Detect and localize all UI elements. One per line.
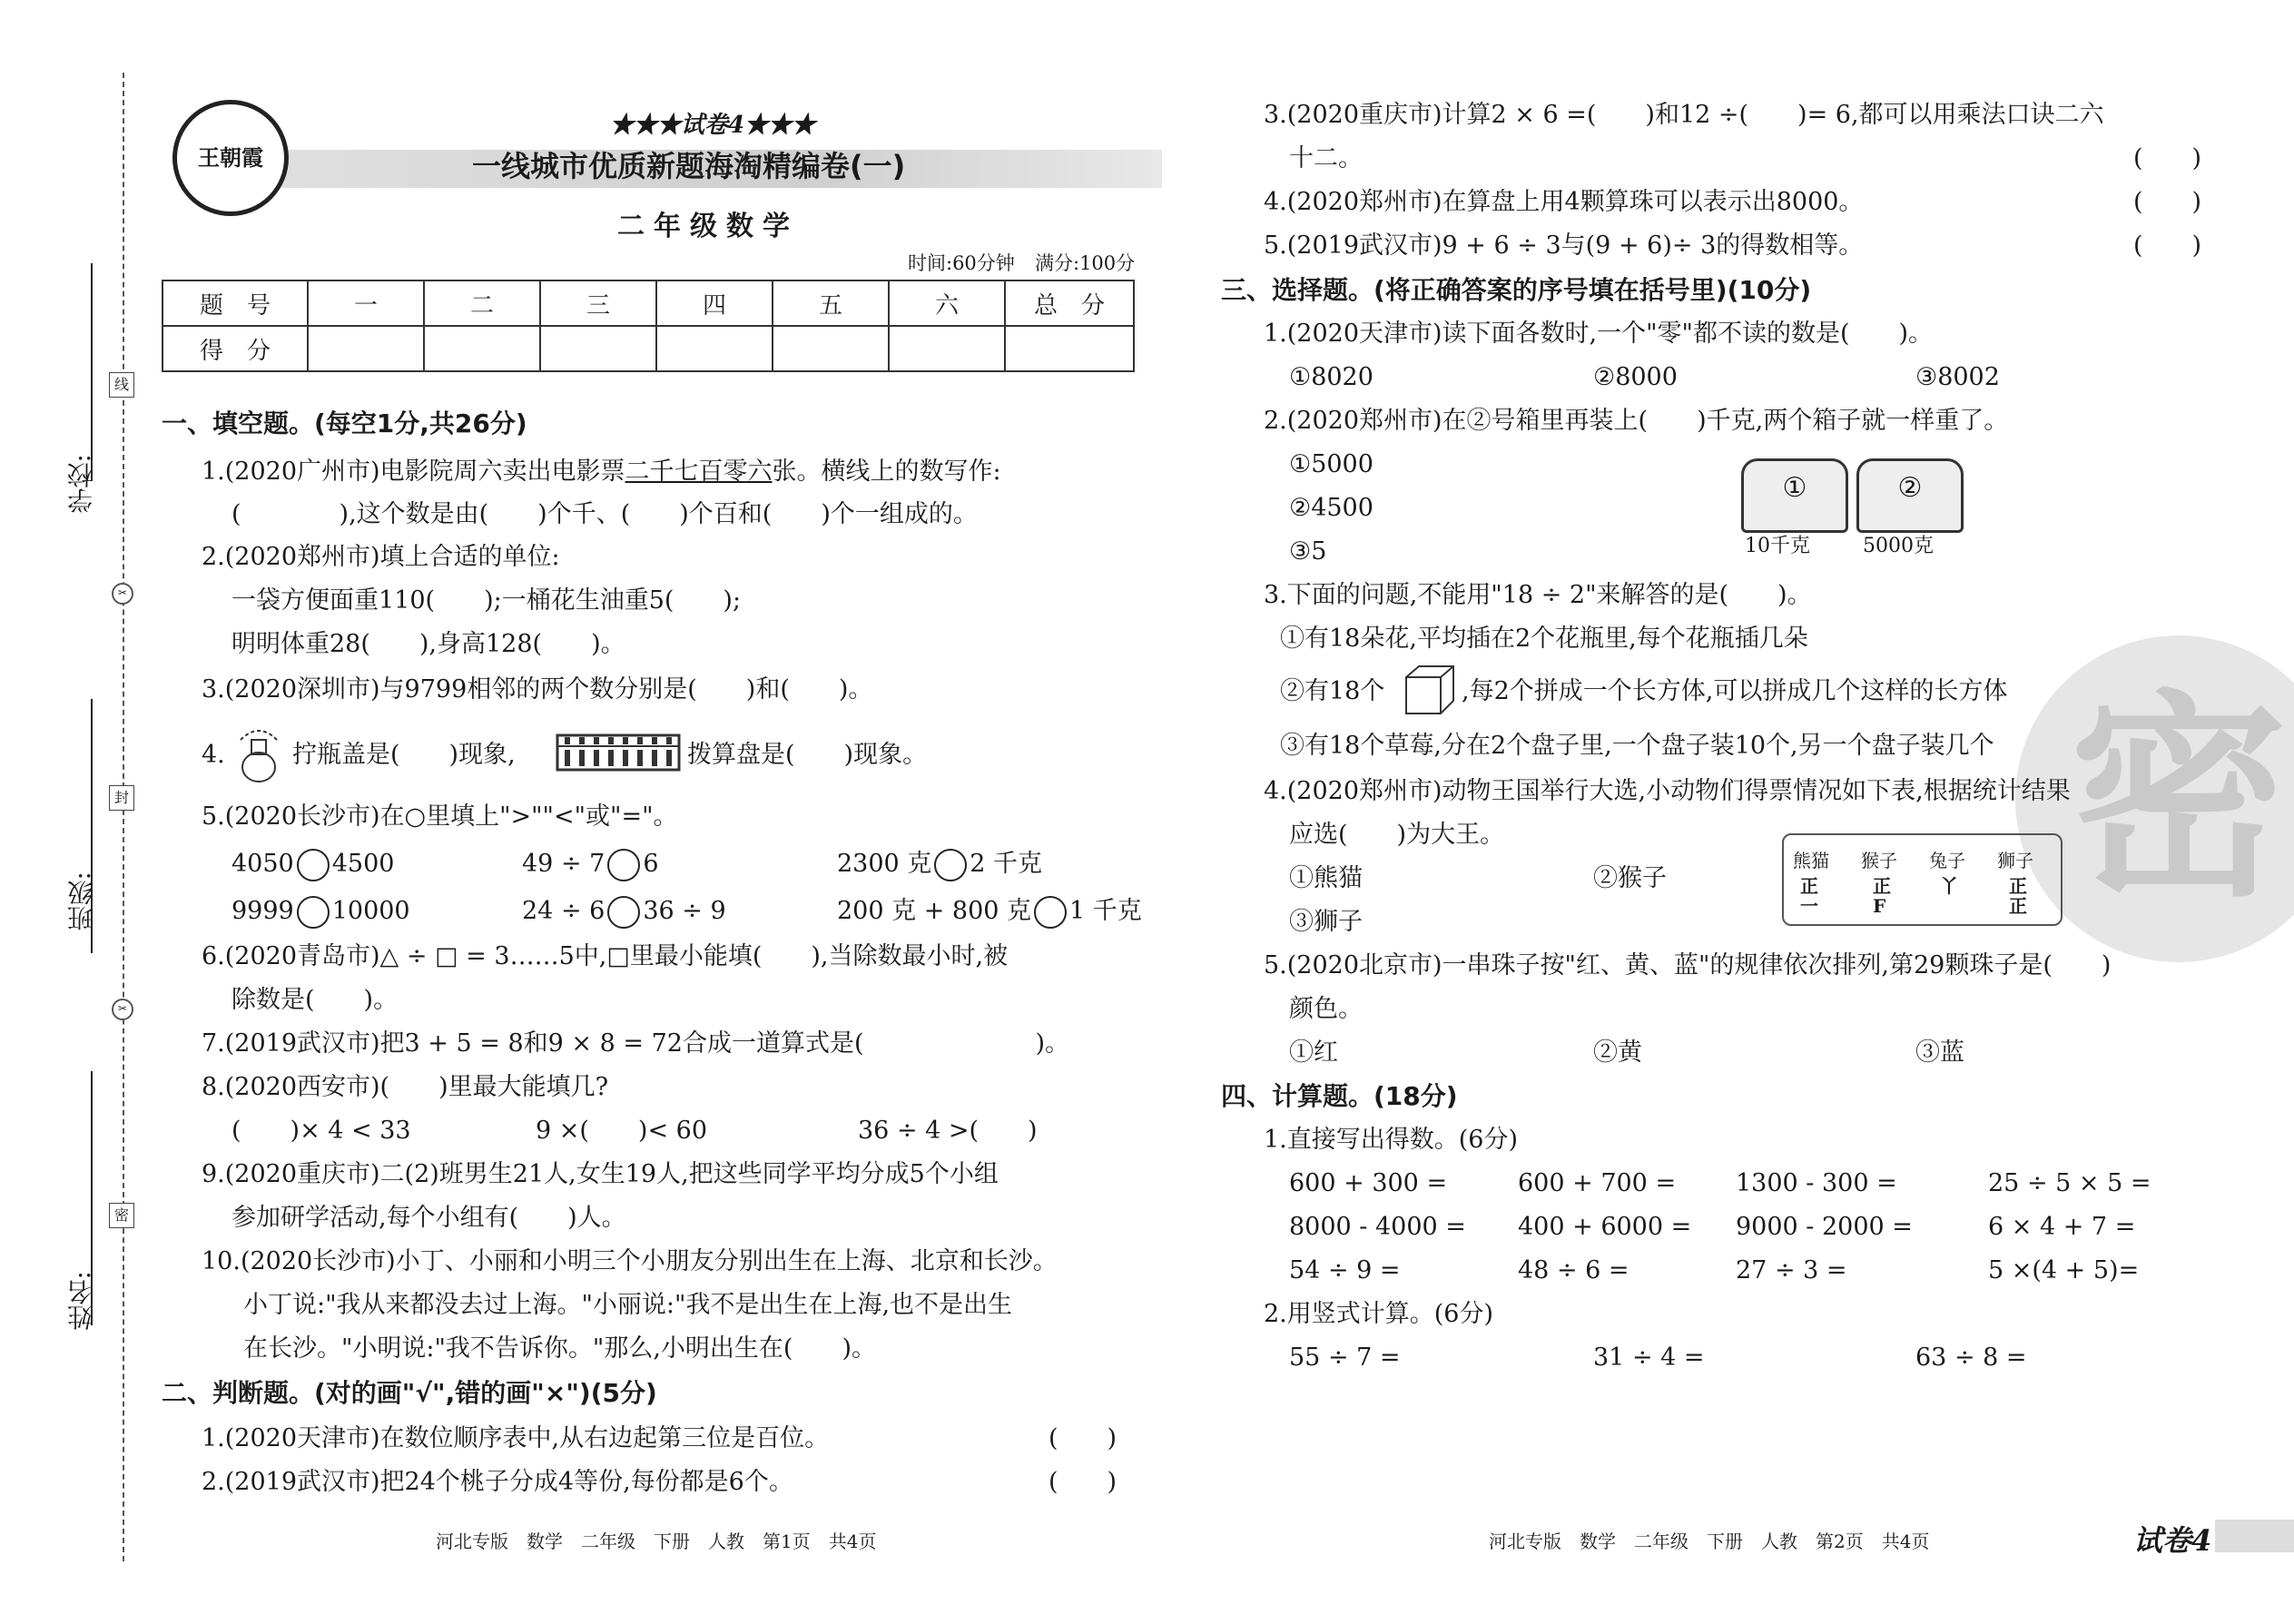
school-fill-line — [91, 263, 93, 481]
vote-tally: 正 — [2009, 895, 2027, 917]
paper-tag: ★★★试卷4★★★ — [610, 112, 816, 139]
q3-2-option[interactable]: ②4500 — [1289, 494, 1373, 522]
calc-item: 31 ÷ 4 = — [1593, 1343, 1705, 1372]
q1-2-line1: 2.(2020郑州市)填上合适的单位: — [202, 543, 560, 571]
score-input-cell[interactable] — [540, 326, 656, 371]
q1-5-item: 2300 克 2 千克 — [837, 846, 1042, 882]
answer-blank[interactable]: ( ) — [1049, 1468, 1117, 1496]
score-info: 满分:100分 — [1035, 252, 1136, 274]
calc-item: 27 ÷ 3 = — [1736, 1256, 1847, 1284]
score-input-cell[interactable] — [889, 326, 1005, 371]
score-row-label: 得 分 — [162, 326, 308, 371]
compare-circle[interactable] — [1034, 896, 1067, 929]
q1-10-line3: 在长沙。"小明说:"我不告诉你。"那么,小明出生在( )。 — [243, 1334, 877, 1363]
q1-8-b: 9 ×( )< 60 — [536, 1117, 708, 1145]
paper-number: 试卷4 — [2133, 1523, 2212, 1558]
score-input-cell[interactable] — [656, 326, 773, 371]
school-label: 学校: — [66, 454, 96, 514]
q3-4-line1: 4.(2020郑州市)动物王国举行大选,小动物们得票情况如下表,根据统计结果 — [1264, 777, 2071, 805]
q1-1-underlined-number: 二千七百零六 — [625, 458, 773, 486]
q1-5-item: 49 ÷ 7 6 — [522, 846, 659, 882]
score-header-cell: 总 分 — [1005, 281, 1134, 326]
q1-8: 8.(2020西安市)( )里最大能填几? — [202, 1073, 609, 1101]
publisher-logo: 王朝霞 — [172, 100, 289, 216]
vote-tally: F — [1873, 895, 1886, 917]
q1-1-line2: ( ),这个数是由( )个千、( )个百和( )个一组成的。 — [231, 500, 978, 528]
compare-circle[interactable] — [297, 849, 330, 881]
subject-title: 二年级数学 — [617, 211, 799, 242]
calc-item: 600 + 300 = — [1289, 1169, 1448, 1197]
q1-5: 5.(2020长沙市)在○里填上">""<"或"="。 — [202, 802, 678, 831]
cube-icon — [1403, 663, 1457, 717]
calc-item: 8000 - 4000 = — [1289, 1213, 1466, 1241]
answer-blank[interactable]: ( ) — [2133, 231, 2202, 260]
q3-2-option[interactable]: ①5000 — [1289, 450, 1373, 478]
section-1-title: 一、填空题。(每空1分,共26分) — [162, 408, 527, 438]
q4-1-title: 1.直接写出得数。(6分) — [1264, 1126, 1519, 1154]
q3-1-option[interactable]: ②8000 — [1593, 363, 1678, 391]
confidential-watermark: 密 — [2015, 635, 2294, 962]
score-input-cell[interactable] — [424, 326, 540, 371]
footer-right: 河北专版 数学 二年级 下册 人教 第2页 共4页 — [1489, 1530, 1930, 1552]
q3-5-line1: 5.(2020北京市)一串珠子按"红、黄、蓝"的规律依次排列,第29颗珠子是( ) — [1264, 951, 2112, 979]
score-header-cell: 三 — [540, 281, 656, 326]
vote-name: 猴子 — [1861, 850, 1897, 871]
vote-tally: 丫 — [1940, 875, 1958, 897]
q2-3-line2: 十二。 — [1289, 144, 1363, 172]
paper-title: 一线城市优质新题海淘精编卷(一) — [472, 149, 906, 183]
q2-5: 5.(2019武汉市)9 + 6 ÷ 3与(9 + 6)÷ 3的得数相等。 — [1264, 231, 1864, 260]
vote-tally: 一 — [1800, 895, 1818, 917]
q4-2-title: 2.用竖式计算。(6分) — [1264, 1300, 1494, 1328]
calc-item: 600 + 700 = — [1518, 1169, 1677, 1197]
compare-circle[interactable] — [934, 849, 967, 881]
calc-item: 63 ÷ 8 = — [1915, 1343, 2027, 1372]
scissors-icon: ✂ — [112, 583, 133, 605]
calc-item: 5 ×(4 + 5)= — [1988, 1256, 2140, 1284]
q1-5-item: 200 克 + 800 克 1 千克 — [837, 893, 1142, 930]
scissors-icon: ✂ — [112, 999, 133, 1020]
section-2-title: 二、判断题。(对的画"√",错的画"×")(5分) — [162, 1378, 657, 1408]
q1-9-line1: 9.(2020重庆市)二(2)班男生21人,女生19人,把这些同学平均分成5个小组 — [202, 1160, 999, 1188]
box-2-weight: 5000克 — [1863, 535, 1934, 557]
q3-3-option-3[interactable]: ③有18个草莓,分在2个盘子里,一个盘子装10个,另一个盘子装几个 — [1280, 732, 1994, 760]
q3-1-option[interactable]: ③8002 — [1915, 363, 2000, 391]
q3-3-option-1[interactable]: ①有18朵花,平均插在2个花瓶里,每个花瓶插几朵 — [1280, 625, 1808, 653]
calc-item: 9000 - 2000 = — [1736, 1213, 1913, 1241]
q3-1: 1.(2020天津市)读下面各数时,一个"零"都不读的数是( )。 — [1264, 320, 1934, 348]
vote-tally: 正 — [1873, 875, 1891, 897]
calc-item: 1300 - 300 = — [1736, 1169, 1897, 1197]
section-4-title: 四、计算题。(18分) — [1221, 1081, 1458, 1111]
q3-4-option[interactable]: ③狮子 — [1289, 908, 1363, 936]
answer-blank[interactable]: ( ) — [2133, 144, 2202, 172]
vote-name: 熊猫 — [1793, 850, 1829, 871]
q1-8-a: ( )× 4 < 33 — [231, 1117, 411, 1145]
q1-5-item: 24 ÷ 6 36 ÷ 9 — [522, 893, 726, 930]
answer-blank[interactable]: ( ) — [1049, 1424, 1117, 1452]
q3-4-line2: 应选( )为大王。 — [1289, 821, 1505, 849]
seal-mi: 密 — [109, 1203, 134, 1228]
q2-2: 2.(2019武汉市)把24个桃子分成4等份,每份都是6个。 — [202, 1468, 793, 1496]
q1-6-line1: 6.(2020青岛市)△ ÷ □ = 3……5中,□里最小能填( ),当除数最小时,被 — [202, 942, 1009, 970]
q1-1-text-end: 张。横线上的数写作: — [772, 458, 1001, 486]
score-input-cell[interactable] — [1005, 326, 1134, 371]
calc-item: 400 + 6000 = — [1518, 1213, 1692, 1241]
q1-2-line2: 一袋方便面重110( );一桶花生油重5( ); — [231, 586, 742, 615]
q1-10-line1: 10.(2020长沙市)小丁、小丽和小明三个小朋友分别出生在上海、北京和长沙。 — [202, 1247, 1058, 1275]
section-3-title: 三、选择题。(将正确答案的序号填在括号里)(10分) — [1221, 275, 1812, 305]
vote-tally: 正 — [1800, 875, 1818, 897]
q1-7: 7.(2019武汉市)把3 + 5 = 8和9 × 8 = 72合成一道算式是( )。 — [202, 1029, 1070, 1058]
box-1-weight: 10千克 — [1745, 535, 1810, 557]
score-input-cell[interactable] — [773, 326, 889, 371]
score-header-cell: 四 — [656, 281, 773, 326]
q1-5-item: 9999 10000 — [231, 893, 410, 930]
compare-circle[interactable] — [607, 896, 640, 929]
score-header-cell: 二 — [424, 281, 540, 326]
score-table — [162, 280, 1135, 372]
calc-item: 6 × 4 + 7 = — [1988, 1213, 2136, 1241]
q1-5-item: 4050 4500 — [231, 846, 394, 882]
q3-2-option[interactable]: ③5 — [1289, 537, 1327, 566]
q2-1: 1.(2020天津市)在数位顺序表中,从右边起第三位是百位。 — [202, 1424, 830, 1452]
name-label: 姓名: — [66, 1271, 96, 1331]
q3-4-option[interactable]: ①熊猫 — [1289, 864, 1363, 892]
score-input-cell[interactable] — [308, 326, 424, 371]
q2-4: 4.(2020郑州市)在算盘上用4颗算珠可以表示出8000。 — [1264, 188, 1864, 216]
compare-circle[interactable] — [607, 849, 640, 881]
q1-1-text: 1.(2020广州市)电影院周六卖出电影票 — [202, 458, 625, 486]
q3-1-option[interactable]: ①8020 — [1289, 363, 1373, 391]
q3-5-option[interactable]: ②黄 — [1593, 1038, 1642, 1067]
q2-3-line1: 3.(2020重庆市)计算2 × 6 =( )和12 ÷( )= 6,都可以用乘法口诀二六 — [1264, 101, 2104, 129]
class-label: 班级: — [66, 871, 96, 931]
box-1-chest-icon: ① — [1741, 458, 1848, 533]
q3-2: 2.(2020郑州市)在②号箱里再装上( )千克,两个箱子就一样重了。 — [1264, 407, 2009, 435]
vote-tally-table — [1782, 833, 2063, 926]
vote-name: 狮子 — [1997, 850, 2033, 871]
q1-4-text-a: 拧瓶盖是( )现象, — [292, 741, 516, 769]
q1-4-text-b: 拨算盘是( )现象。 — [687, 741, 928, 769]
score-header-cell: 一 — [308, 281, 424, 326]
score-header-cell: 五 — [773, 281, 889, 326]
q3-3: 3.下面的问题,不能用"18 ÷ 2"来解答的是( )。 — [1264, 581, 1812, 609]
q1-6-line2: 除数是( )。 — [231, 986, 399, 1014]
binding-line — [123, 73, 124, 1561]
q1-9-line2: 参加研学活动,每个小组有( )人。 — [231, 1204, 626, 1232]
seal-xian: 线 — [109, 372, 134, 398]
q3-5-option[interactable]: ③蓝 — [1915, 1038, 1964, 1067]
seal-feng: 封 — [109, 785, 134, 811]
vote-tally: 正 — [2009, 875, 2027, 897]
paper-number-bar — [2215, 1520, 2294, 1552]
q3-5-option[interactable]: ①红 — [1289, 1038, 1338, 1067]
q1-1-line1 — [202, 454, 1001, 490]
bottle-cap-icon — [231, 722, 286, 785]
q1-3: 3.(2020深圳市)与9799相邻的两个数分别是( )和( )。 — [202, 675, 873, 704]
calc-item: 25 ÷ 5 × 5 = — [1988, 1169, 2151, 1197]
calc-item: 54 ÷ 9 = — [1289, 1256, 1401, 1284]
q1-10-line2: 小丁说:"我从来都没去过上海。"小丽说:"我不是出生在上海,也不是出生 — [243, 1291, 1013, 1319]
score-header-cell: 题 号 — [162, 281, 308, 326]
calc-item: 48 ÷ 6 = — [1518, 1256, 1629, 1284]
q1-8-c: 36 ÷ 4 >( ) — [858, 1117, 1038, 1145]
q3-3-option-2-b: ,每2个拼成一个长方体,可以拼成几个这样的长方体 — [1462, 677, 2008, 705]
score-header-cell: 六 — [889, 281, 1005, 326]
compare-circle[interactable] — [297, 896, 330, 929]
time-info: 时间:60分钟 — [908, 252, 1015, 274]
footer-left: 河北专版 数学 二年级 下册 人教 第1页 共4页 — [436, 1530, 877, 1552]
abacus-icon — [556, 730, 683, 775]
box-2-chest-icon: ② — [1856, 458, 1964, 533]
q1-4-num: 4. — [202, 741, 225, 769]
q3-3-option-2-a[interactable]: ②有18个 — [1280, 677, 1385, 705]
vote-name: 兔子 — [1929, 850, 1965, 871]
q1-2-line3: 明明体重28( ),身高128( )。 — [231, 630, 625, 658]
q3-5-line2: 颜色。 — [1289, 995, 1363, 1023]
q3-4-option[interactable]: ②猴子 — [1593, 864, 1667, 892]
answer-blank[interactable]: ( ) — [2133, 188, 2202, 216]
calc-item: 55 ÷ 7 = — [1289, 1343, 1401, 1372]
